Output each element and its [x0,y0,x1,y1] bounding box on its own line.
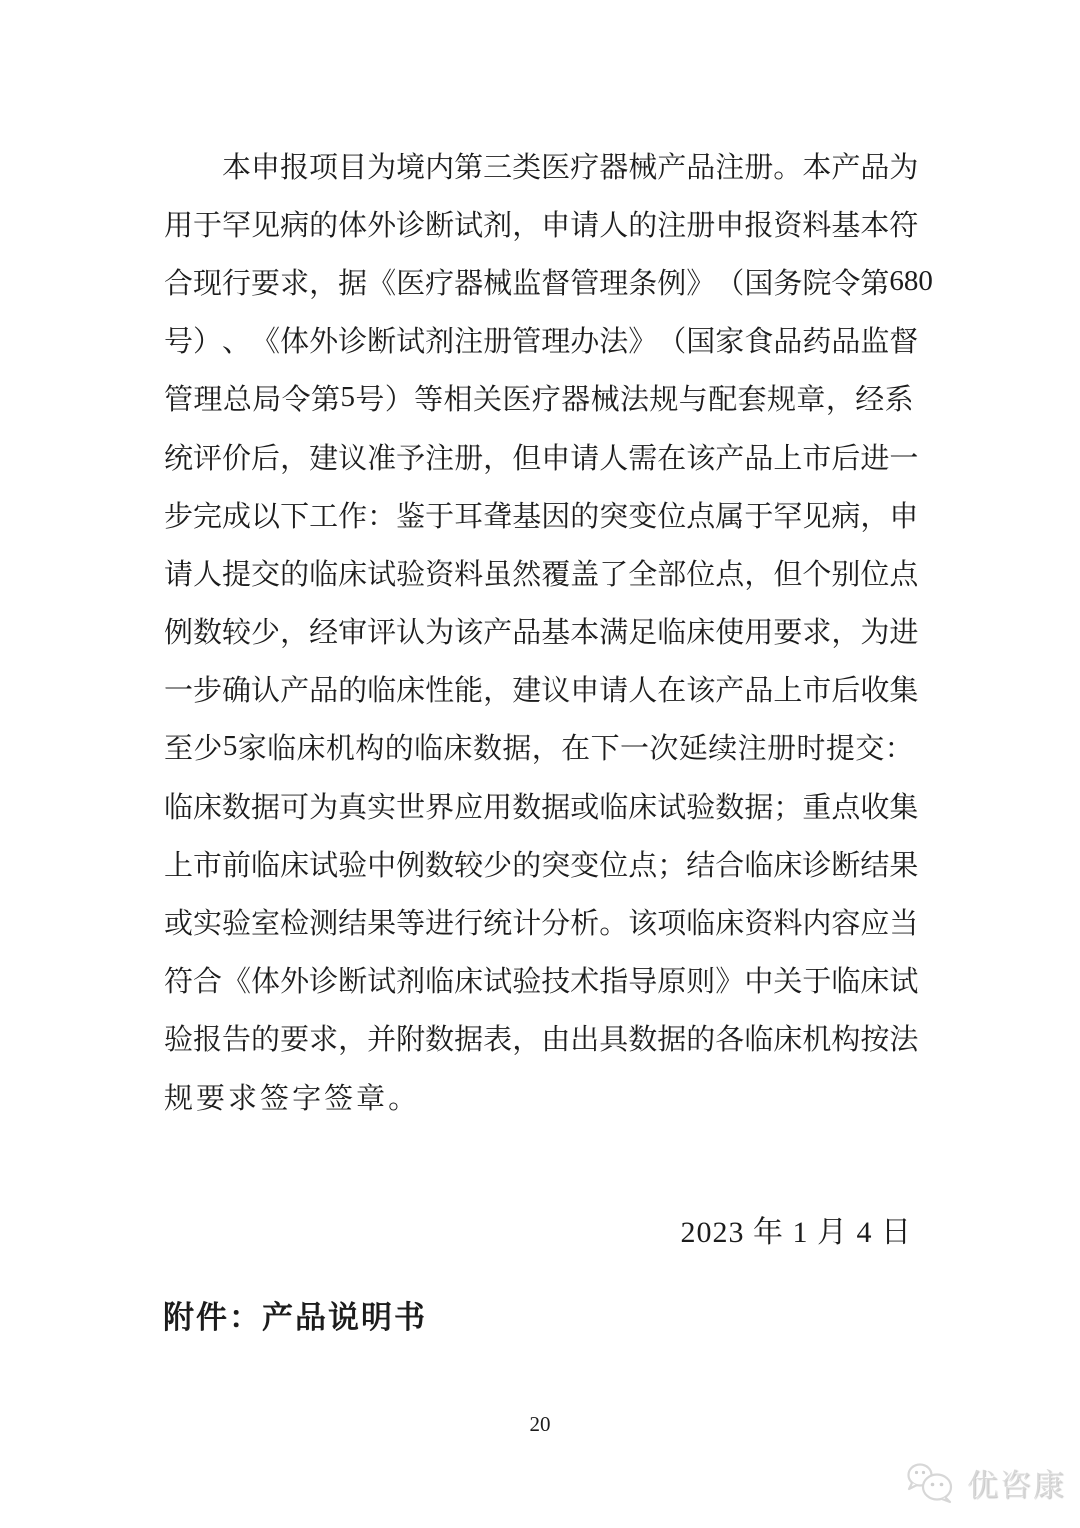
paragraph-line: 例 数 较 少 ， 经 审 评 认 为 该 产 品 基 本 满 足 临 床 使 用 要 求 ， 为 进 [164,617,919,650]
paragraph-line: 至 少 5 家 临 床 机 构 的 临 床 数 据 ， 在 下 一 次 延 续 注 册 时 提 交 ： [164,730,914,766]
paragraph-line: 上 市 前 临 床 试 验 中 例 数 较 少 的 突 变 位 点 ； 结 合 临 床 诊 断 结 果 [164,849,919,882]
paragraph-line: 请 人 提 交 的 临 床 试 验 资 料 虽 然 覆 盖 了 全 部 位 点 ， 但 个 别 位 点 [164,558,919,591]
paragraph-line: 管 理 总 局 令 第 5 号 ） 等 相 关 医 疗 器 械 法 规 与 配 套 规 章 ， 经 系 [164,381,914,417]
page-number: 20 [529,1412,551,1436]
paragraph-line: 或 实 验 室 检 测 结 果 等 进 行 统 计 分 析 。 该 项 临 床 资 料 内 容 应 当 [164,908,919,941]
paragraph-line: 临 床 数 据 可 为 真 实 世 界 应 用 数 据 或 临 床 试 验 数 据 ； 重 点 收 集 [164,791,919,824]
wechat-chat-bubbles-icon [905,1461,959,1505]
paragraph-line: 规 要 求 签 字 签 章 。 [164,1082,418,1115]
paragraph-line: 步 完 成 以 下 工 作 ： 鉴 于 耳 聋 基 因 的 突 变 位 点 属 于 罕 见 病 ， 申 [164,500,919,533]
date-line: 2023 年 1 月 4 日 [680,1216,912,1249]
paragraph-line: 合 现 行 要 求 ， 据 《 医 疗 器 械 监 督 管 理 条 例 》 （ 国 务 院 令 第 680 [164,264,933,300]
watermark [905,1460,1066,1505]
paragraph-line: 统 评 价 后 ， 建 议 准 予 注 册 ， 但 申 请 人 需 在 该 产 品 上 市 后 进 一 [164,442,919,475]
paragraph-line: 符 合 《 体 外 诊 断 试 剂 临 床 试 验 技 术 指 导 原 则 》 中 关 于 临 床 试 [164,966,919,999]
attachment-line: 附件：产品说明书 [163,1300,427,1335]
paragraph-line: 用 于 罕 见 病 的 体 外 诊 断 试 剂 ， 申 请 人 的 注 册 申 报 资 料 基 本 符 [164,209,919,242]
paragraph-line: 验 报 告 的 要 求 ， 并 附 数 据 表 ， 由 出 具 数 据 的 各 临 床 机 构 按 法 [164,1024,919,1057]
paragraph-line: 本 申 报 项 目 为 境 内 第 三 类 医 疗 器 械 产 品 注 册 。 本 产 品 为 [222,151,919,184]
paragraph-line: 号 ） 、 《 体 外 诊 断 试 剂 注 册 管 理 办 法 》 （ 国 家 食 品 药 品 监 督 [164,326,919,359]
paragraph [164,136,933,1125]
paragraph-line: 一 步 确 认 产 品 的 临 床 性 能 ， 建 议 申 请 人 在 该 产 品 上 市 后 收 集 [164,675,919,708]
watermark-text: 优咨康 [967,1468,1066,1503]
